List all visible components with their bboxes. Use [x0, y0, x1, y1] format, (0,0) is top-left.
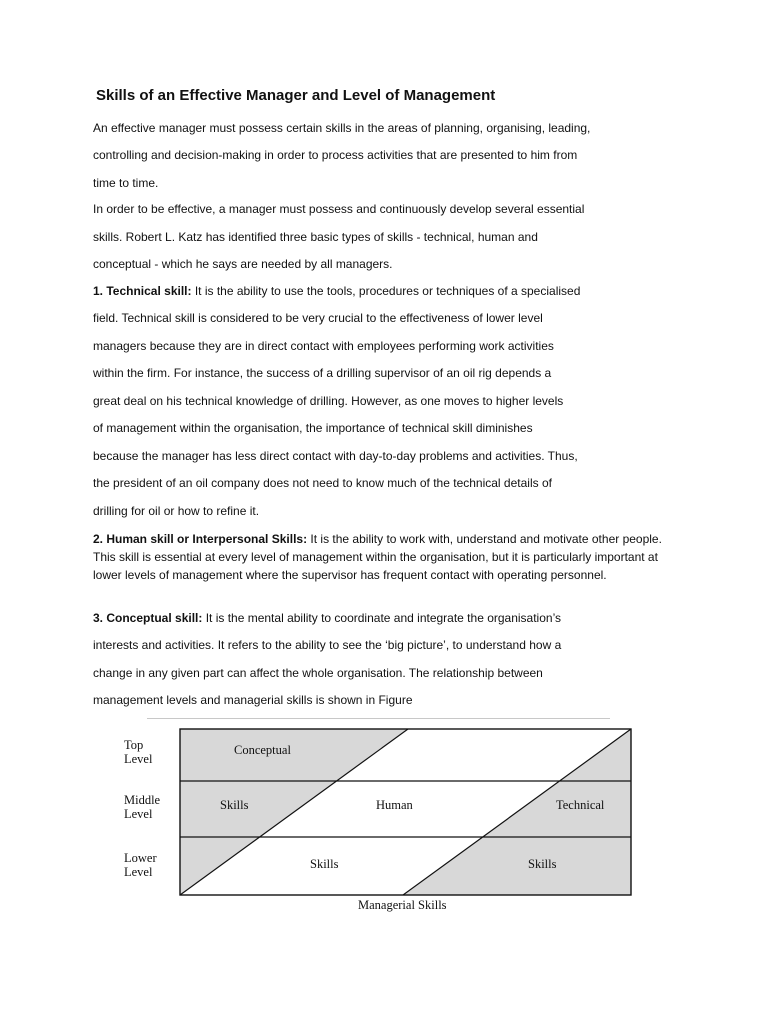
human-skill-heading: 2. Human skill or Interpersonal Skills:: [93, 532, 308, 546]
technical-skill-text: It is the ability to use the tools, procedures or techniques of a specialised: [191, 284, 581, 298]
conceptual-skill-text: It is the mental ability to coordinate and integrate the organisation’s: [202, 611, 562, 625]
row-label-top-2: Level: [124, 752, 153, 766]
intro-line-4: In order to be effective, a manager must possess and continuously develop several essential: [93, 202, 585, 216]
intro-line-3: time to time.: [93, 176, 159, 190]
technical-line-8: the president of an oil company does not need to know much of the technical details of: [93, 476, 552, 490]
section-divider: [147, 718, 610, 719]
row-label-top-1: Top: [124, 738, 144, 752]
intro-line-6: conceptual - which he says are needed by all managers.: [93, 257, 393, 271]
row-label-lower-1: Lower: [124, 851, 157, 865]
technical-line-6: of management within the organisation, the importance of technical skill diminishes: [93, 421, 533, 435]
human-skill-paragraph: [93, 530, 673, 584]
conceptual-line-4: management levels and managerial skills is shown in Figure: [93, 693, 413, 707]
conceptual-label: Conceptual: [234, 743, 291, 757]
row-label-lower-2: Level: [124, 865, 153, 879]
conceptual-line-3: change in any given part can affect the whole organisation. The relationship between: [93, 666, 543, 680]
conceptual-skill-heading: 3. Conceptual skill:: [93, 611, 203, 625]
managerial-skills-diagram: [110, 726, 640, 918]
conceptual-skills-label: Skills: [220, 798, 249, 812]
technical-line-5: great deal on his technical knowledge of drilling. However, as one moves to higher levels: [93, 394, 564, 408]
technical-line-2: field. Technical skill is considered to be very crucial to the effectiveness of lower level: [93, 311, 543, 325]
technical-label: Technical: [556, 798, 605, 812]
technical-line-1: [93, 284, 580, 298]
row-label-middle-1: Middle: [124, 793, 161, 807]
technical-line-3: managers because they are in direct contact with employees performing work activities: [93, 339, 554, 353]
diagram-caption: Managerial Skills: [358, 898, 447, 912]
technical-skill-heading: 1. Technical skill:: [93, 284, 192, 298]
technical-line-9: drilling for oil or how to refine it.: [93, 504, 260, 518]
human-skills-label: Skills: [310, 857, 339, 871]
conceptual-line-1: [93, 611, 561, 625]
page-title: Skills of an Effective Manager and Level of Management: [96, 87, 496, 104]
intro-line-2: controlling and decision-making in order to process activities that are presented to him from: [93, 148, 578, 162]
technical-skills-label: Skills: [528, 857, 557, 871]
technical-line-7: because the manager has less direct contact with day-to-day problems and activities. Thus,: [93, 449, 578, 463]
intro-line-5: skills. Robert L. Katz has identified three basic types of skills - technical, human and: [93, 230, 538, 244]
human-label: Human: [376, 798, 413, 812]
intro-line-1: An effective manager must possess certain skills in the areas of planning, organising, leading,: [93, 121, 591, 135]
technical-line-4: within the firm. For instance, the success of a drilling supervisor of an oil rig depends a: [93, 366, 552, 380]
conceptual-line-2: interests and activities. It refers to the ability to see the ‘big picture’, to understand how a: [93, 638, 562, 652]
row-label-middle-2: Level: [124, 807, 153, 821]
human-skill-text: It is the ability to work with, understand and motivate other people. This skill is essential at every level of management within the organisation, but it is particularly important at lower levels of management where the supervisor has frequent contact with operating personnel.: [93, 532, 662, 582]
